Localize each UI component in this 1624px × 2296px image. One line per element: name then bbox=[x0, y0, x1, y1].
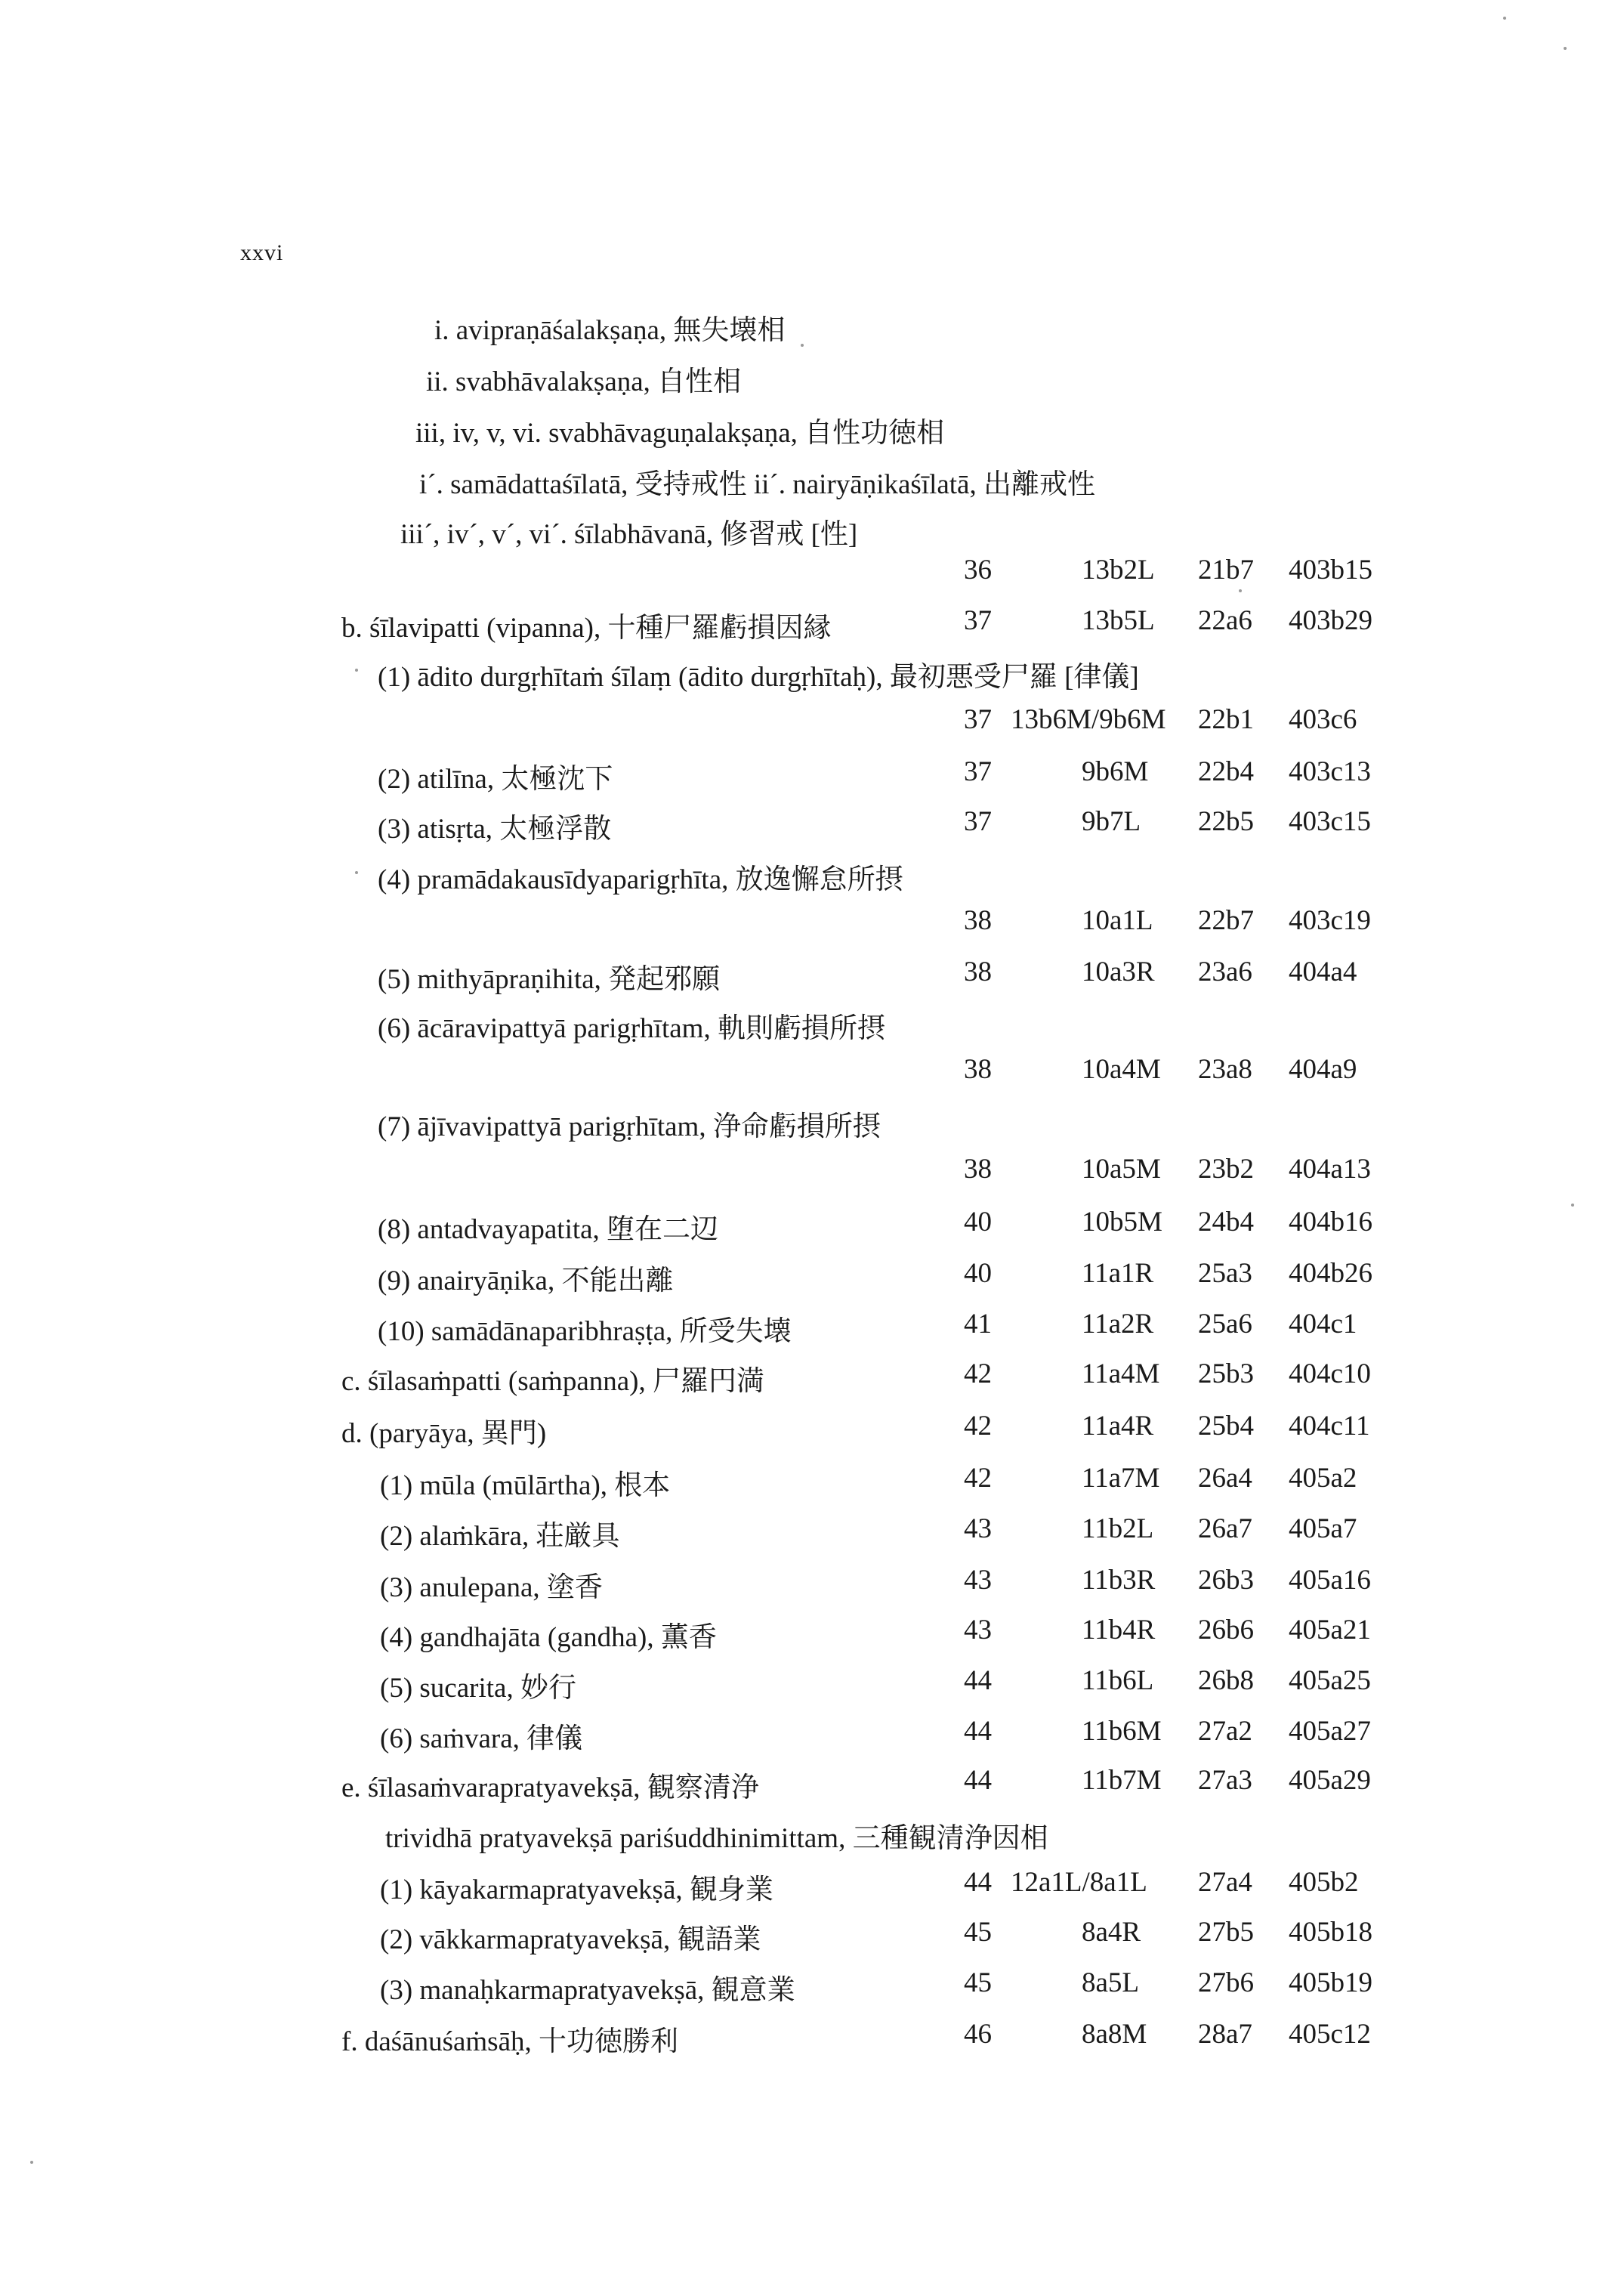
ref-a: 27a2 bbox=[1198, 1716, 1252, 1747]
ref-page: 44 bbox=[964, 1867, 992, 1898]
ref-ms: 10a4M bbox=[1082, 1054, 1161, 1085]
entry-row bbox=[0, 1664, 1624, 1707]
entry-row bbox=[0, 904, 1624, 947]
ref-page: 43 bbox=[964, 1513, 992, 1544]
ref-b: 405c12 bbox=[1289, 2019, 1371, 2050]
ref-ms: 13b2L bbox=[1082, 555, 1155, 586]
ref-b: 403c6 bbox=[1289, 704, 1357, 735]
ref-page: 37 bbox=[964, 806, 992, 837]
entry-term: (2) alaṁkāra, 荘厳具 bbox=[380, 1521, 620, 1552]
entry-row bbox=[0, 1614, 1624, 1656]
ref-ms: 9b6M bbox=[1082, 756, 1149, 787]
ref-b: 404b16 bbox=[1289, 1207, 1372, 1238]
entry-row bbox=[0, 604, 1624, 647]
entry-row bbox=[0, 511, 1624, 553]
entry-row bbox=[0, 1206, 1624, 1248]
entry-row bbox=[0, 1308, 1624, 1350]
entry-row bbox=[0, 703, 1624, 746]
ref-ms: 10a5M bbox=[1082, 1154, 1161, 1185]
ref-a: 27b6 bbox=[1198, 1967, 1254, 1998]
entry-term: (5) sucarita, 妙行 bbox=[380, 1673, 576, 1704]
ref-ms: 11b6M bbox=[1082, 1716, 1162, 1747]
ref-b: 404c10 bbox=[1289, 1358, 1371, 1389]
ref-ms: 8a8M bbox=[1082, 2019, 1147, 2050]
ref-b: 403b29 bbox=[1289, 605, 1372, 636]
entry-term: trividhā pratyavekṣā pariśuddhinimittam, 三種観清浄因相 bbox=[385, 1823, 1048, 1854]
entry-row bbox=[0, 756, 1624, 798]
scan-speck bbox=[1239, 589, 1242, 592]
ref-page: 36 bbox=[964, 555, 992, 586]
ref-page: 44 bbox=[964, 1665, 992, 1696]
ref-page: 45 bbox=[964, 1967, 992, 1998]
entry-row bbox=[0, 1410, 1624, 1452]
ref-b: 404a4 bbox=[1289, 956, 1357, 987]
entry-row bbox=[0, 1764, 1624, 1806]
entry-row bbox=[0, 1967, 1624, 2009]
entry-row bbox=[0, 1358, 1624, 1400]
ref-a: 23b2 bbox=[1198, 1154, 1254, 1185]
ref-a: 27a4 bbox=[1198, 1867, 1252, 1898]
entry-row bbox=[0, 654, 1624, 696]
ref-b: 405a7 bbox=[1289, 1513, 1357, 1544]
entry-term: (3) manaḥkarmapratyavekṣā, 観意業 bbox=[380, 1975, 795, 2006]
entry-row bbox=[0, 856, 1624, 898]
ref-ms: 8a4R bbox=[1082, 1917, 1141, 1948]
ref-ms: 11a2R bbox=[1082, 1309, 1154, 1340]
entry-row bbox=[0, 358, 1624, 400]
ref-page: 42 bbox=[964, 1411, 992, 1442]
ref-a: 23a8 bbox=[1198, 1054, 1252, 1085]
ref-a: 22b5 bbox=[1198, 806, 1254, 837]
ref-b: 403b15 bbox=[1289, 555, 1372, 586]
ref-b: 405a16 bbox=[1289, 1565, 1371, 1596]
ref-page: 43 bbox=[964, 1565, 992, 1596]
entry-row bbox=[0, 1103, 1624, 1145]
ref-page: 45 bbox=[964, 1917, 992, 1948]
ref-a: 27b5 bbox=[1198, 1917, 1254, 1948]
entry-term: (5) mithyāpraṇihita, 発起邪願 bbox=[378, 964, 721, 995]
ref-page: 40 bbox=[964, 1207, 992, 1238]
ref-ms: 11b3R bbox=[1082, 1565, 1156, 1596]
page-number: xxvi bbox=[240, 240, 284, 265]
entry-term: (6) ācāravipattyā parigṛhītam, 軌則虧損所摂 bbox=[378, 1013, 885, 1044]
entry-row bbox=[0, 1916, 1624, 1958]
ref-b: 405b19 bbox=[1289, 1967, 1372, 1998]
scan-speck bbox=[30, 2161, 33, 2164]
ref-b: 405a2 bbox=[1289, 1463, 1357, 1494]
ref-page: 38 bbox=[964, 905, 992, 936]
entry-term: (8) antadvayapatita, 堕在二辺 bbox=[378, 1214, 719, 1245]
entry-row bbox=[0, 1715, 1624, 1757]
entry-row bbox=[0, 409, 1624, 452]
entry-term: (4) gandhajāta (gandha), 薫香 bbox=[380, 1622, 717, 1653]
entry-row bbox=[0, 2018, 1624, 2060]
ref-a: 22a6 bbox=[1198, 605, 1252, 636]
ref-page: 42 bbox=[964, 1463, 992, 1494]
ref-page: 46 bbox=[964, 2019, 992, 2050]
entry-term: (7) ājīvavipattyā parigṛhītam, 浄命虧損所摂 bbox=[378, 1111, 881, 1142]
ref-ms: 13b5L bbox=[1082, 605, 1155, 636]
entry-row bbox=[0, 307, 1624, 349]
ref-b: 405b2 bbox=[1289, 1867, 1359, 1898]
entry-term: b. śīlavipatti (vipanna), 十種尸羅虧損因縁 bbox=[341, 613, 832, 644]
ref-b: 404a9 bbox=[1289, 1054, 1357, 1085]
ref-ms: 8a5L bbox=[1082, 1967, 1140, 1998]
entry-term: (10) samādānaparibhraṣṭa, 所受失壊 bbox=[378, 1316, 792, 1347]
ref-a: 22b1 bbox=[1198, 704, 1254, 735]
entry-row bbox=[0, 1153, 1624, 1195]
ref-ms: 11a4R bbox=[1082, 1411, 1154, 1442]
entry-term: i´. samādattaśīlatā, 受持戒性 ii´. nairyāṇikaśīlatā, 出離戒性 bbox=[419, 469, 1095, 500]
ref-b: 405a25 bbox=[1289, 1665, 1371, 1696]
ref-b: 405a29 bbox=[1289, 1765, 1371, 1796]
scan-speck bbox=[355, 669, 358, 672]
ref-a: 24b4 bbox=[1198, 1207, 1254, 1238]
entry-row bbox=[0, 1815, 1624, 1857]
ref-b: 405b18 bbox=[1289, 1917, 1372, 1948]
ref-b: 404c11 bbox=[1289, 1411, 1370, 1442]
ref-page: 37 bbox=[964, 704, 992, 735]
entry-row bbox=[0, 805, 1624, 848]
ref-page: 42 bbox=[964, 1358, 992, 1389]
ref-a: 28a7 bbox=[1198, 2019, 1252, 2050]
ref-ms: 11b2L bbox=[1082, 1513, 1154, 1544]
ref-a: 23a6 bbox=[1198, 956, 1252, 987]
ref-b: 404c1 bbox=[1289, 1309, 1357, 1340]
entry-row bbox=[0, 461, 1624, 503]
ref-a: 26a7 bbox=[1198, 1513, 1252, 1544]
ref-ms: 12a1L/8a1L bbox=[1011, 1867, 1147, 1898]
ref-a: 25b4 bbox=[1198, 1411, 1254, 1442]
scan-speck bbox=[801, 344, 804, 347]
ref-ms: 11a7M bbox=[1082, 1463, 1160, 1494]
entry-term: (1) kāyakarmapratyavekṣā, 観身業 bbox=[380, 1874, 773, 1905]
entry-term: (1) mūla (mūlārtha), 根本 bbox=[380, 1470, 671, 1501]
ref-ms: 10a1L bbox=[1082, 905, 1153, 936]
ref-a: 26a4 bbox=[1198, 1463, 1252, 1494]
ref-b: 405a21 bbox=[1289, 1615, 1371, 1646]
ref-a: 25b3 bbox=[1198, 1358, 1254, 1389]
entry-row bbox=[0, 1564, 1624, 1606]
entry-term: (1) ādito durgṛhītaṁ śīlaṃ (ādito durgṛhītaḥ), 最初悪受尸羅 [律儀] bbox=[378, 662, 1139, 693]
ref-b: 403c13 bbox=[1289, 756, 1371, 787]
ref-page: 43 bbox=[964, 1615, 992, 1646]
entry-term: (9) anairyāṇika, 不能出離 bbox=[378, 1265, 674, 1296]
ref-ms: 13b6M/9b6M bbox=[1011, 704, 1166, 735]
scan-speck bbox=[355, 871, 358, 874]
ref-page: 38 bbox=[964, 1054, 992, 1085]
entry-term: i. avipraṇāśalakṣaṇa, 無失壊相 bbox=[434, 315, 786, 346]
ref-a: 22b7 bbox=[1198, 905, 1254, 936]
entry-term: (2) atilīna, 太極沈下 bbox=[378, 764, 613, 795]
entry-term: (4) pramādakausīdyaparigṛhīta, 放逸懈怠所摂 bbox=[378, 864, 903, 895]
entry-term: iii´, iv´, v´, vi´. śīlabhāvanā, 修習戒 [性] bbox=[400, 519, 858, 550]
entry-term: d. (paryāya, 異門) bbox=[341, 1418, 547, 1449]
ref-ms: 11b7M bbox=[1082, 1765, 1162, 1796]
entry-term: f. daśānuśaṁsāḥ, 十功徳勝利 bbox=[341, 2026, 678, 2057]
ref-a: 25a6 bbox=[1198, 1309, 1252, 1340]
ref-b: 403c15 bbox=[1289, 806, 1371, 837]
ref-b: 405a27 bbox=[1289, 1716, 1371, 1747]
entry-row bbox=[0, 1513, 1624, 1555]
ref-page: 37 bbox=[964, 605, 992, 636]
entry-term: iii, iv, v, vi. svabhāvaguṇalakṣaṇa, 自性功徳相 bbox=[415, 418, 945, 449]
ref-page: 41 bbox=[964, 1309, 992, 1340]
entry-term: c. śīlasaṁpatti (saṁpanna), 尸羅円満 bbox=[341, 1366, 765, 1397]
ref-ms: 10b5M bbox=[1082, 1207, 1162, 1238]
ref-page: 37 bbox=[964, 756, 992, 787]
entry-row bbox=[0, 554, 1624, 596]
ref-page: 40 bbox=[964, 1258, 992, 1289]
ref-a: 26b6 bbox=[1198, 1615, 1254, 1646]
scan-speck bbox=[1503, 17, 1506, 20]
entry-row bbox=[0, 1257, 1624, 1299]
ref-a: 26b3 bbox=[1198, 1565, 1254, 1596]
ref-a: 26b8 bbox=[1198, 1665, 1254, 1696]
ref-b: 403c19 bbox=[1289, 905, 1371, 936]
entry-term: ii. svabhāvalakṣaṇa, 自性相 bbox=[426, 366, 742, 397]
ref-ms: 11b4R bbox=[1082, 1615, 1156, 1646]
ref-a: 21b7 bbox=[1198, 555, 1254, 586]
entry-row bbox=[0, 956, 1624, 998]
ref-b: 404b26 bbox=[1289, 1258, 1372, 1289]
ref-b: 404a13 bbox=[1289, 1154, 1371, 1185]
ref-ms: 10a3R bbox=[1082, 956, 1155, 987]
ref-page: 38 bbox=[964, 956, 992, 987]
entry-term: (2) vākkarmapratyavekṣā, 観語業 bbox=[380, 1924, 761, 1955]
ref-a: 25a3 bbox=[1198, 1258, 1252, 1289]
entry-term: (6) saṁvara, 律儀 bbox=[380, 1723, 583, 1754]
ref-a: 22b4 bbox=[1198, 756, 1254, 787]
ref-page: 38 bbox=[964, 1154, 992, 1185]
entry-row bbox=[0, 1053, 1624, 1095]
entry-term: (3) anulepana, 塗香 bbox=[380, 1572, 603, 1603]
entry-row bbox=[0, 1866, 1624, 1908]
ref-page: 44 bbox=[964, 1765, 992, 1796]
entry-term: (3) atisṛta, 太極浮散 bbox=[378, 814, 612, 845]
ref-ms: 9b7L bbox=[1082, 806, 1141, 837]
entry-term: e. śīlasaṁvarapratyavekṣā, 観察清浄 bbox=[341, 1772, 759, 1803]
scan-speck bbox=[1564, 47, 1567, 50]
ref-a: 27a3 bbox=[1198, 1765, 1252, 1796]
ref-ms: 11a1R bbox=[1082, 1258, 1154, 1289]
ref-page: 44 bbox=[964, 1716, 992, 1747]
scan-speck bbox=[1571, 1204, 1574, 1207]
ref-ms: 11b6L bbox=[1082, 1665, 1154, 1696]
entry-row bbox=[0, 1462, 1624, 1504]
entry-row bbox=[0, 1005, 1624, 1047]
ref-ms: 11a4M bbox=[1082, 1358, 1160, 1389]
